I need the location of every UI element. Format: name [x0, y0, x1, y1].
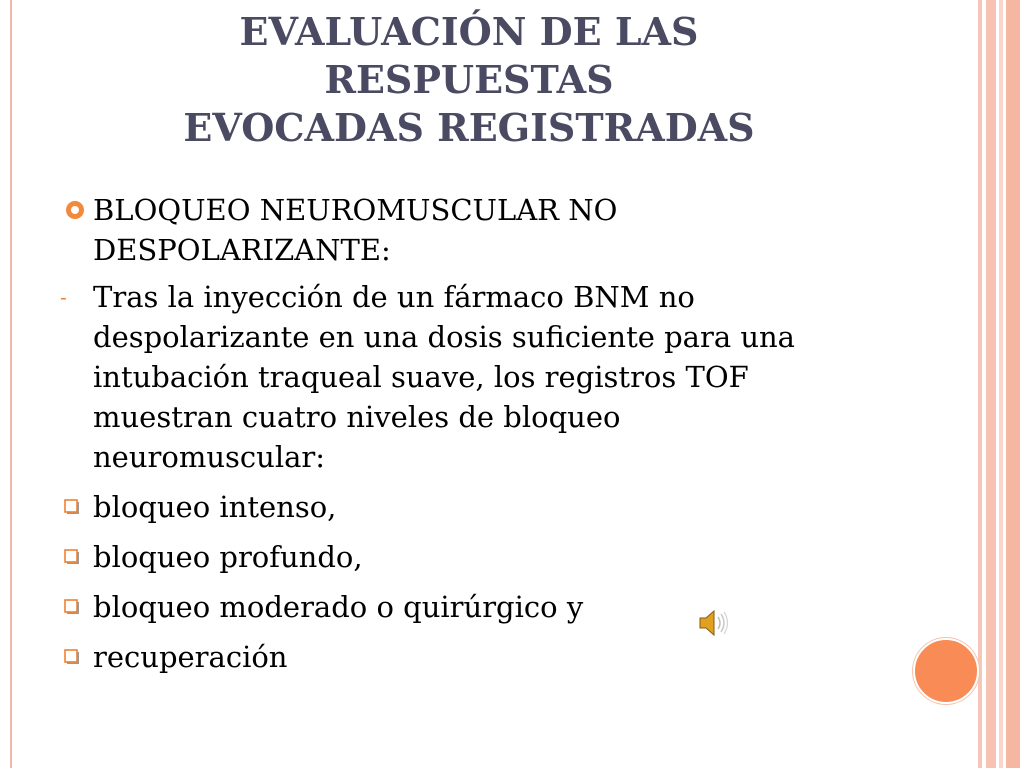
dash-line-4: muestran cuatro niveles de bloqueo	[93, 400, 621, 434]
dash-line-1: Tras la inyección de un fármaco BNM no	[93, 280, 695, 314]
level-text: bloqueo profundo,	[93, 540, 363, 574]
square-box-bullet-icon	[64, 649, 80, 665]
level-item	[60, 587, 860, 627]
speaker-icon[interactable]	[694, 604, 732, 642]
square-box-bullet-icon	[64, 499, 80, 515]
level-text: bloqueo intenso,	[93, 490, 337, 524]
level-text: recuperación	[93, 640, 288, 674]
level-text: bloqueo moderado o quirúrgico y	[93, 590, 584, 624]
title-line-1: EVALUACIÓN DE LAS	[239, 9, 699, 54]
level-item	[60, 487, 860, 527]
slide-body	[60, 190, 860, 677]
dash-line-5: neuromuscular:	[93, 440, 326, 474]
dash-line-3: intubación traqueal suave, los registros TOF	[93, 360, 749, 394]
border-stripe	[1006, 0, 1020, 768]
square-box-bullet-icon	[64, 599, 80, 615]
level-item	[60, 637, 860, 677]
border-stripe	[999, 0, 1003, 768]
decorative-circle	[913, 638, 979, 704]
level-item	[60, 537, 860, 577]
main-bullet-item	[60, 190, 860, 270]
border-stripe	[978, 0, 982, 768]
left-border-line	[10, 0, 12, 768]
dash-bullet-item	[60, 277, 860, 477]
main-bullet-line-2: DESPOLARIZANTE:	[93, 233, 391, 267]
border-stripe	[986, 0, 996, 768]
title-line-3: EVOCADAS REGISTRADAS	[183, 105, 755, 150]
orange-ring-bullet-icon	[64, 199, 86, 221]
right-border-stripes	[978, 0, 1024, 768]
dash-line-2: despolarizante en una dosis suficiente para una	[93, 320, 795, 354]
title-line-2: RESPUESTAS	[324, 57, 614, 102]
main-bullet-line-1: BLOQUEO NEUROMUSCULAR NO	[93, 193, 618, 227]
dash-bullet-icon: -	[60, 285, 67, 309]
square-box-bullet-icon	[64, 549, 80, 565]
slide-title	[60, 8, 878, 152]
